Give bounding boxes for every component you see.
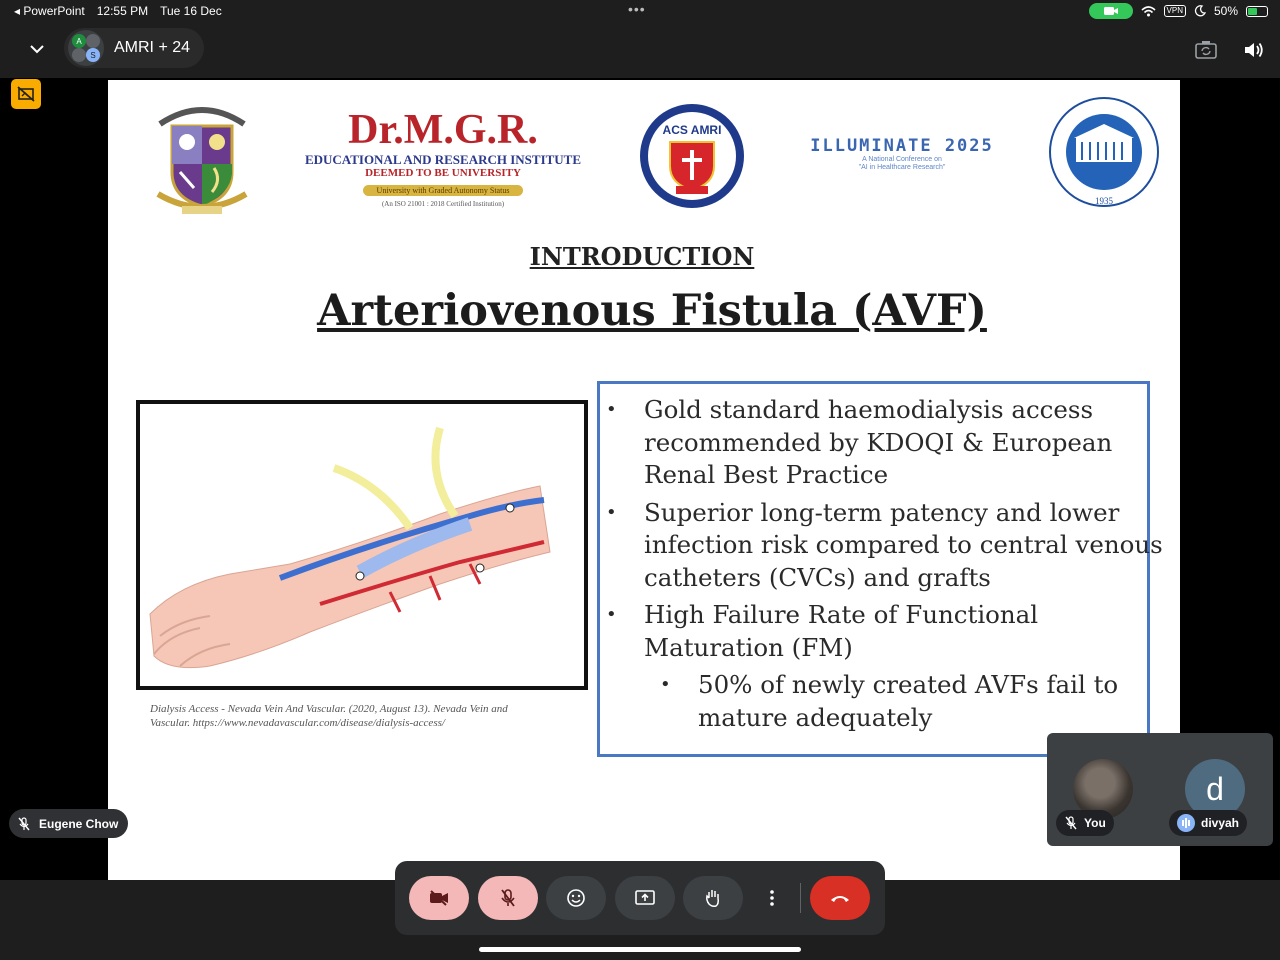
avatar	[86, 34, 100, 48]
raise-hand-icon	[704, 888, 722, 908]
avatar: S	[86, 48, 100, 62]
participant-avatar: d	[1185, 759, 1245, 819]
present-button[interactable]	[615, 876, 675, 920]
battery-icon	[1246, 6, 1268, 17]
illuminate-title: ILLUMINATE 2025	[810, 136, 994, 156]
battery-percent: 50%	[1213, 4, 1238, 18]
mgr-logo-line4: (An ISO 21001 : 2018 Certified Institution)	[381, 200, 505, 208]
more-options-button[interactable]	[757, 876, 787, 920]
slide-title: Arteriovenous Fistula (AVF)	[317, 286, 987, 336]
speaking-indicator-icon	[1177, 814, 1195, 832]
illuminate-subtitle-2: "AI in Healthcare Research"	[858, 164, 946, 171]
participant-avatars	[68, 30, 104, 66]
participant-tiles[interactable]	[1047, 733, 1273, 846]
call-controls	[395, 861, 885, 935]
mgr-logo-title: Dr.M.G.R.	[348, 107, 538, 153]
emoji-icon	[566, 888, 586, 908]
back-app-label: PowerPoint	[23, 4, 85, 18]
mic-off-icon	[500, 889, 516, 907]
chevron-down-icon[interactable]	[28, 40, 46, 58]
bullet-item: • Gold standard haemodialysis access recommended by KDOQI & European Renal Best Practice	[598, 394, 1178, 492]
acs-amri-logo	[638, 102, 746, 210]
switch-camera-icon[interactable]	[1194, 38, 1218, 62]
bullet-list	[598, 394, 1178, 734]
presenter-name-chip	[9, 809, 128, 838]
mgr-logo-line3: University with Graded Autonomy Status	[363, 185, 524, 196]
mgr-logo-line2: DEEMED TO BE UNIVERSITY	[365, 167, 521, 179]
participant-name: divyah	[1201, 816, 1240, 830]
more-icon	[770, 889, 774, 907]
acs-logo-text: ACS AMRI	[662, 123, 722, 137]
controls-divider	[800, 883, 801, 913]
participant-tile-label	[1169, 810, 1247, 836]
figure-citation: Dialysis Access - Nevada Vein And Vascular. (2020, August 13). Nevada Vein and Vascular. https://www.nevadavascular.com/disease/dialysis-access/	[150, 703, 508, 729]
shared-slide	[108, 80, 1180, 880]
meeting-title: AMRI + 24	[114, 39, 191, 56]
meeting-top-bar	[0, 22, 1280, 78]
camera-toggle-button[interactable]	[409, 876, 469, 920]
kursk-year: 1935	[1095, 196, 1113, 206]
mgr-logo-line1: EDUCATIONAL AND RESEARCH INSTITUTE	[304, 152, 582, 167]
video-camera-icon	[1103, 6, 1119, 16]
presenter-name: Eugene Chow	[39, 816, 119, 831]
sub-bullet-item: • 50% of newly created AVFs fail to mature adequately	[598, 669, 1178, 734]
speaker-icon[interactable]	[1242, 38, 1266, 62]
home-indicator[interactable]	[479, 947, 801, 952]
status-date: Tue 16 Dec	[160, 4, 222, 18]
status-time: 12:55 PM	[96, 4, 149, 18]
illuminate-subtitle-1: A National Conference on	[862, 156, 942, 163]
collapse-tiles-icon[interactable]	[1012, 816, 1026, 830]
camera-in-use-indicator	[1089, 3, 1133, 19]
avatar	[72, 48, 86, 62]
avatar: A	[72, 34, 86, 48]
bullet-item: • Superior long-term patency and lower infection risk compared to central venous catheters (CVCs) and grafts	[598, 497, 1178, 595]
reactions-button[interactable]	[546, 876, 606, 920]
end-call-icon	[829, 893, 851, 903]
meeting-participants-chip[interactable]	[64, 28, 204, 68]
mic-off-icon	[17, 817, 31, 831]
status-bar	[0, 0, 1280, 22]
self-tile-label	[1056, 810, 1114, 836]
camera-off-icon	[429, 890, 449, 906]
present-icon	[635, 889, 655, 907]
mic-off-icon	[1064, 816, 1078, 830]
bullet-item: • High Failure Rate of Functional Maturation (FM)	[598, 599, 1178, 664]
do-not-disturb-icon	[1194, 5, 1206, 17]
multitask-dots[interactable]: •••	[628, 1, 646, 17]
kursk-university-seal	[1048, 96, 1160, 210]
raise-hand-button[interactable]	[683, 876, 743, 920]
vpn-badge: VPN	[1164, 5, 1186, 17]
end-call-button[interactable]	[810, 876, 870, 920]
self-name: You	[1084, 816, 1106, 830]
mgr-institute-logo	[276, 108, 610, 208]
avf-arm-illustration	[136, 400, 588, 690]
wifi-icon	[1141, 6, 1156, 17]
mic-toggle-button[interactable]	[478, 876, 538, 920]
slide-heading: INTRODUCTION	[529, 242, 755, 271]
illuminate-conference-logo	[772, 136, 1032, 172]
institute-emblem-logo	[152, 102, 252, 220]
screen-share-paused-icon[interactable]	[11, 79, 41, 109]
back-to-app-link[interactable]: ◂ PowerPoint	[14, 4, 85, 18]
